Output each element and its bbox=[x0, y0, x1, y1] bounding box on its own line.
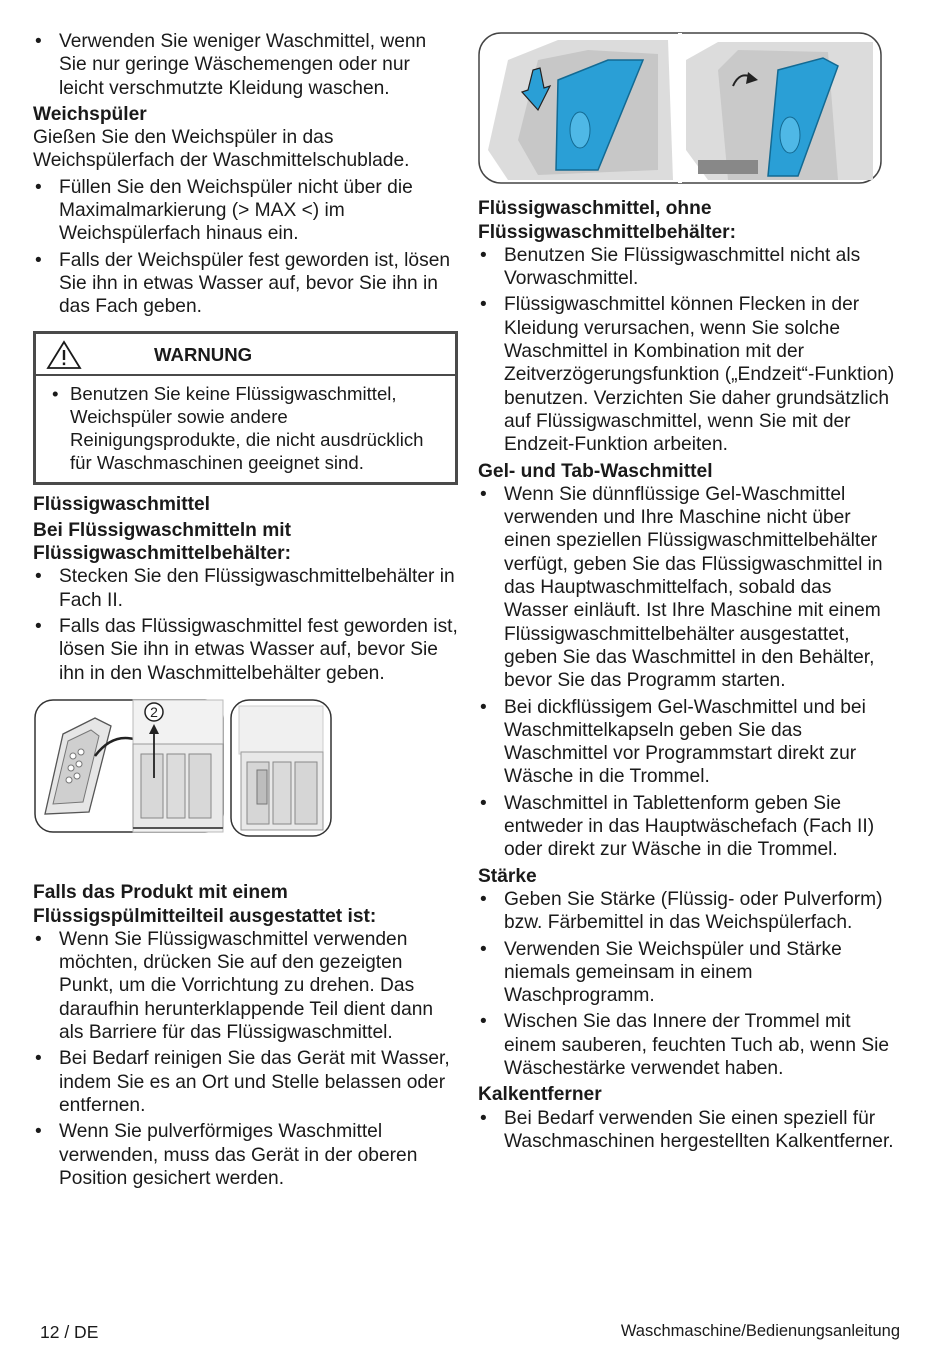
section-heading-produkt: Falls das Produkt mit einem Flüssigspülmitteilteil ausgestattet ist: bbox=[33, 882, 377, 927]
list-item: • Waschmittel in Tablettenform geben Sie entweder in das Hauptwäschefach (Fach II) oder direkt zur Wäsche in die Trommel. bbox=[478, 792, 898, 862]
warning-body bbox=[36, 376, 455, 482]
list-item: • Stecken Sie den Flüssigwaschmittelbehälter in Fach II. bbox=[33, 565, 458, 612]
intro-bullet-list bbox=[33, 30, 458, 100]
gel-bullet-list bbox=[478, 483, 898, 862]
list-item: • Verwenden Sie Weichspüler und Stärke niemals gemeinsam in einem Waschprogramm. bbox=[478, 938, 898, 1008]
kalk-bullet-list bbox=[478, 1107, 898, 1154]
ohne-bullet-list bbox=[478, 244, 898, 457]
page-number: 12 / DE bbox=[40, 1322, 99, 1342]
weichspueler-bullet-list bbox=[33, 176, 458, 319]
list-item: • Wenn Sie dünnflüssige Gel-Waschmittel verwenden und Ihre Maschine nicht über einen speziellen Flüssigwaschmittelbehälter verfügt, geben Sie das Flüssigwaschmittel in das Hauptwaschmittelfach, sobald das Wasser einläuft. Ist Ihre Maschine mit einem Flüssigwaschmittelbehälter ausgestattet, geben Sie das Waschmittel in den Behälter, bevor Sie das Programm starten. bbox=[478, 483, 898, 693]
warning-triangle-icon bbox=[46, 340, 82, 370]
list-item: • Verwenden Sie weniger Waschmittel, wenn Sie nur geringe Wäschemengen oder nur leicht verschmutzte Kleidung waschen. bbox=[33, 30, 458, 100]
section-heading-weichspueler: Weichspüler bbox=[33, 103, 147, 125]
subheading-mit-behaelter: Bei Flüssigwaschmitteln mit Flüssigwaschmittelbehälter: bbox=[33, 519, 292, 565]
list-item: • Benutzen Sie keine Flüssigwaschmittel, Weichspüler sowie andere Reinigungsprodukte, die nicht ausdrücklich für Waschmaschinen geeignet sind. bbox=[44, 382, 447, 474]
staerke-bullet-list bbox=[478, 888, 898, 1080]
section-heading-ohne-behaelter: Flüssigwaschmittel, ohne Flüssigwaschmittelbehälter: bbox=[478, 198, 737, 243]
section-heading-kalk: Kalkentferner bbox=[478, 1084, 602, 1106]
detergent-drawer-illustration bbox=[33, 696, 445, 841]
document-name: Waschmaschine/Bedienungsanleitung bbox=[620, 1322, 900, 1340]
figure-step-number: 2 bbox=[150, 703, 158, 720]
fluessig-bullet-list bbox=[33, 565, 458, 684]
list-item: • Bei dickflüssigem Gel-Waschmittel und bei Waschmittelkapseln geben Sie das Waschmittel vor Programmstart direkt zur Wäsche in die Trommel. bbox=[478, 696, 898, 789]
warning-title: WARNUNG bbox=[154, 344, 253, 366]
list-item: • Falls das Flüssigwaschmittel fest geworden ist, lösen Sie ihn in etwas Wasser auf, bevor Sie ihn in den Waschmittelbehälter geben. bbox=[33, 615, 458, 685]
liquid-insert-photo bbox=[478, 30, 882, 185]
right-column bbox=[478, 30, 898, 1156]
list-item: • Bei Bedarf reinigen Sie das Gerät mit Wasser, indem Sie es an Ort und Stelle belassen oder entfernen. bbox=[33, 1047, 458, 1117]
produkt-bullet-list bbox=[33, 928, 458, 1190]
section-heading-staerke: Stärke bbox=[478, 865, 537, 887]
list-item: • Wenn Sie Flüssigwaschmittel verwenden möchten, drücken Sie auf den gezeigten Punkt, um die Vorrichtung zu drehen. Das daraufhin herunterklappende Teil dient dann als Barriere für das Flüssigwaschmittel. bbox=[33, 928, 458, 1044]
warning-bullet-list bbox=[44, 382, 447, 474]
list-item: • Geben Sie Stärke (Flüssig- oder Pulverform) bzw. Färbemittel in das Weichspülerfach. bbox=[478, 888, 898, 935]
weichspueler-text: Gießen Sie den Weichspüler in das Weichspülerfach der Waschmittelschublade. bbox=[33, 127, 410, 172]
warning-header bbox=[36, 334, 455, 376]
list-item: • Wenn Sie pulverförmiges Waschmittel verwenden, muss das Gerät in der oberen Position gesichert werden. bbox=[33, 1120, 458, 1190]
list-item: • Bei Bedarf verwenden Sie einen speziell für Waschmaschinen hergestellten Kalkentferner. bbox=[478, 1107, 898, 1154]
list-item: • Füllen Sie den Weichspüler nicht über die Maximalmarkierung (> MAX <) im Weichspülerfach hinaus ein. bbox=[33, 176, 458, 246]
warning-box bbox=[33, 331, 458, 485]
section-heading-fluessig: Flüssigwaschmittel bbox=[33, 493, 210, 515]
list-item: • Benutzen Sie Flüssigwaschmittel nicht als Vorwaschmittel. bbox=[478, 244, 898, 291]
left-column bbox=[33, 30, 458, 1193]
list-item: • Falls der Weichspüler fest geworden ist, lösen Sie ihn in etwas Wasser auf, bevor Sie ihn in das Fach geben. bbox=[33, 249, 458, 319]
list-item: • Wischen Sie das Innere der Trommel mit einem sauberen, feuchten Tuch ab, wenn Sie Wäschestärke verwendet haben. bbox=[478, 1010, 898, 1080]
list-item: • Flüssigwaschmittel können Flecken in der Kleidung verursachen, wenn Sie solche Waschmittel in Kombination mit der Zeitverzögerungsfunktion („Endzeit“-Funktion) benutzen. Verzichten Sie daher grundsätzlich auf Flüssigwaschmittel, wenn Sie mit der Endzeit-Funktion arbeiten. bbox=[478, 293, 898, 456]
section-heading-gel: Gel- und Tab-Waschmittel bbox=[478, 460, 713, 482]
